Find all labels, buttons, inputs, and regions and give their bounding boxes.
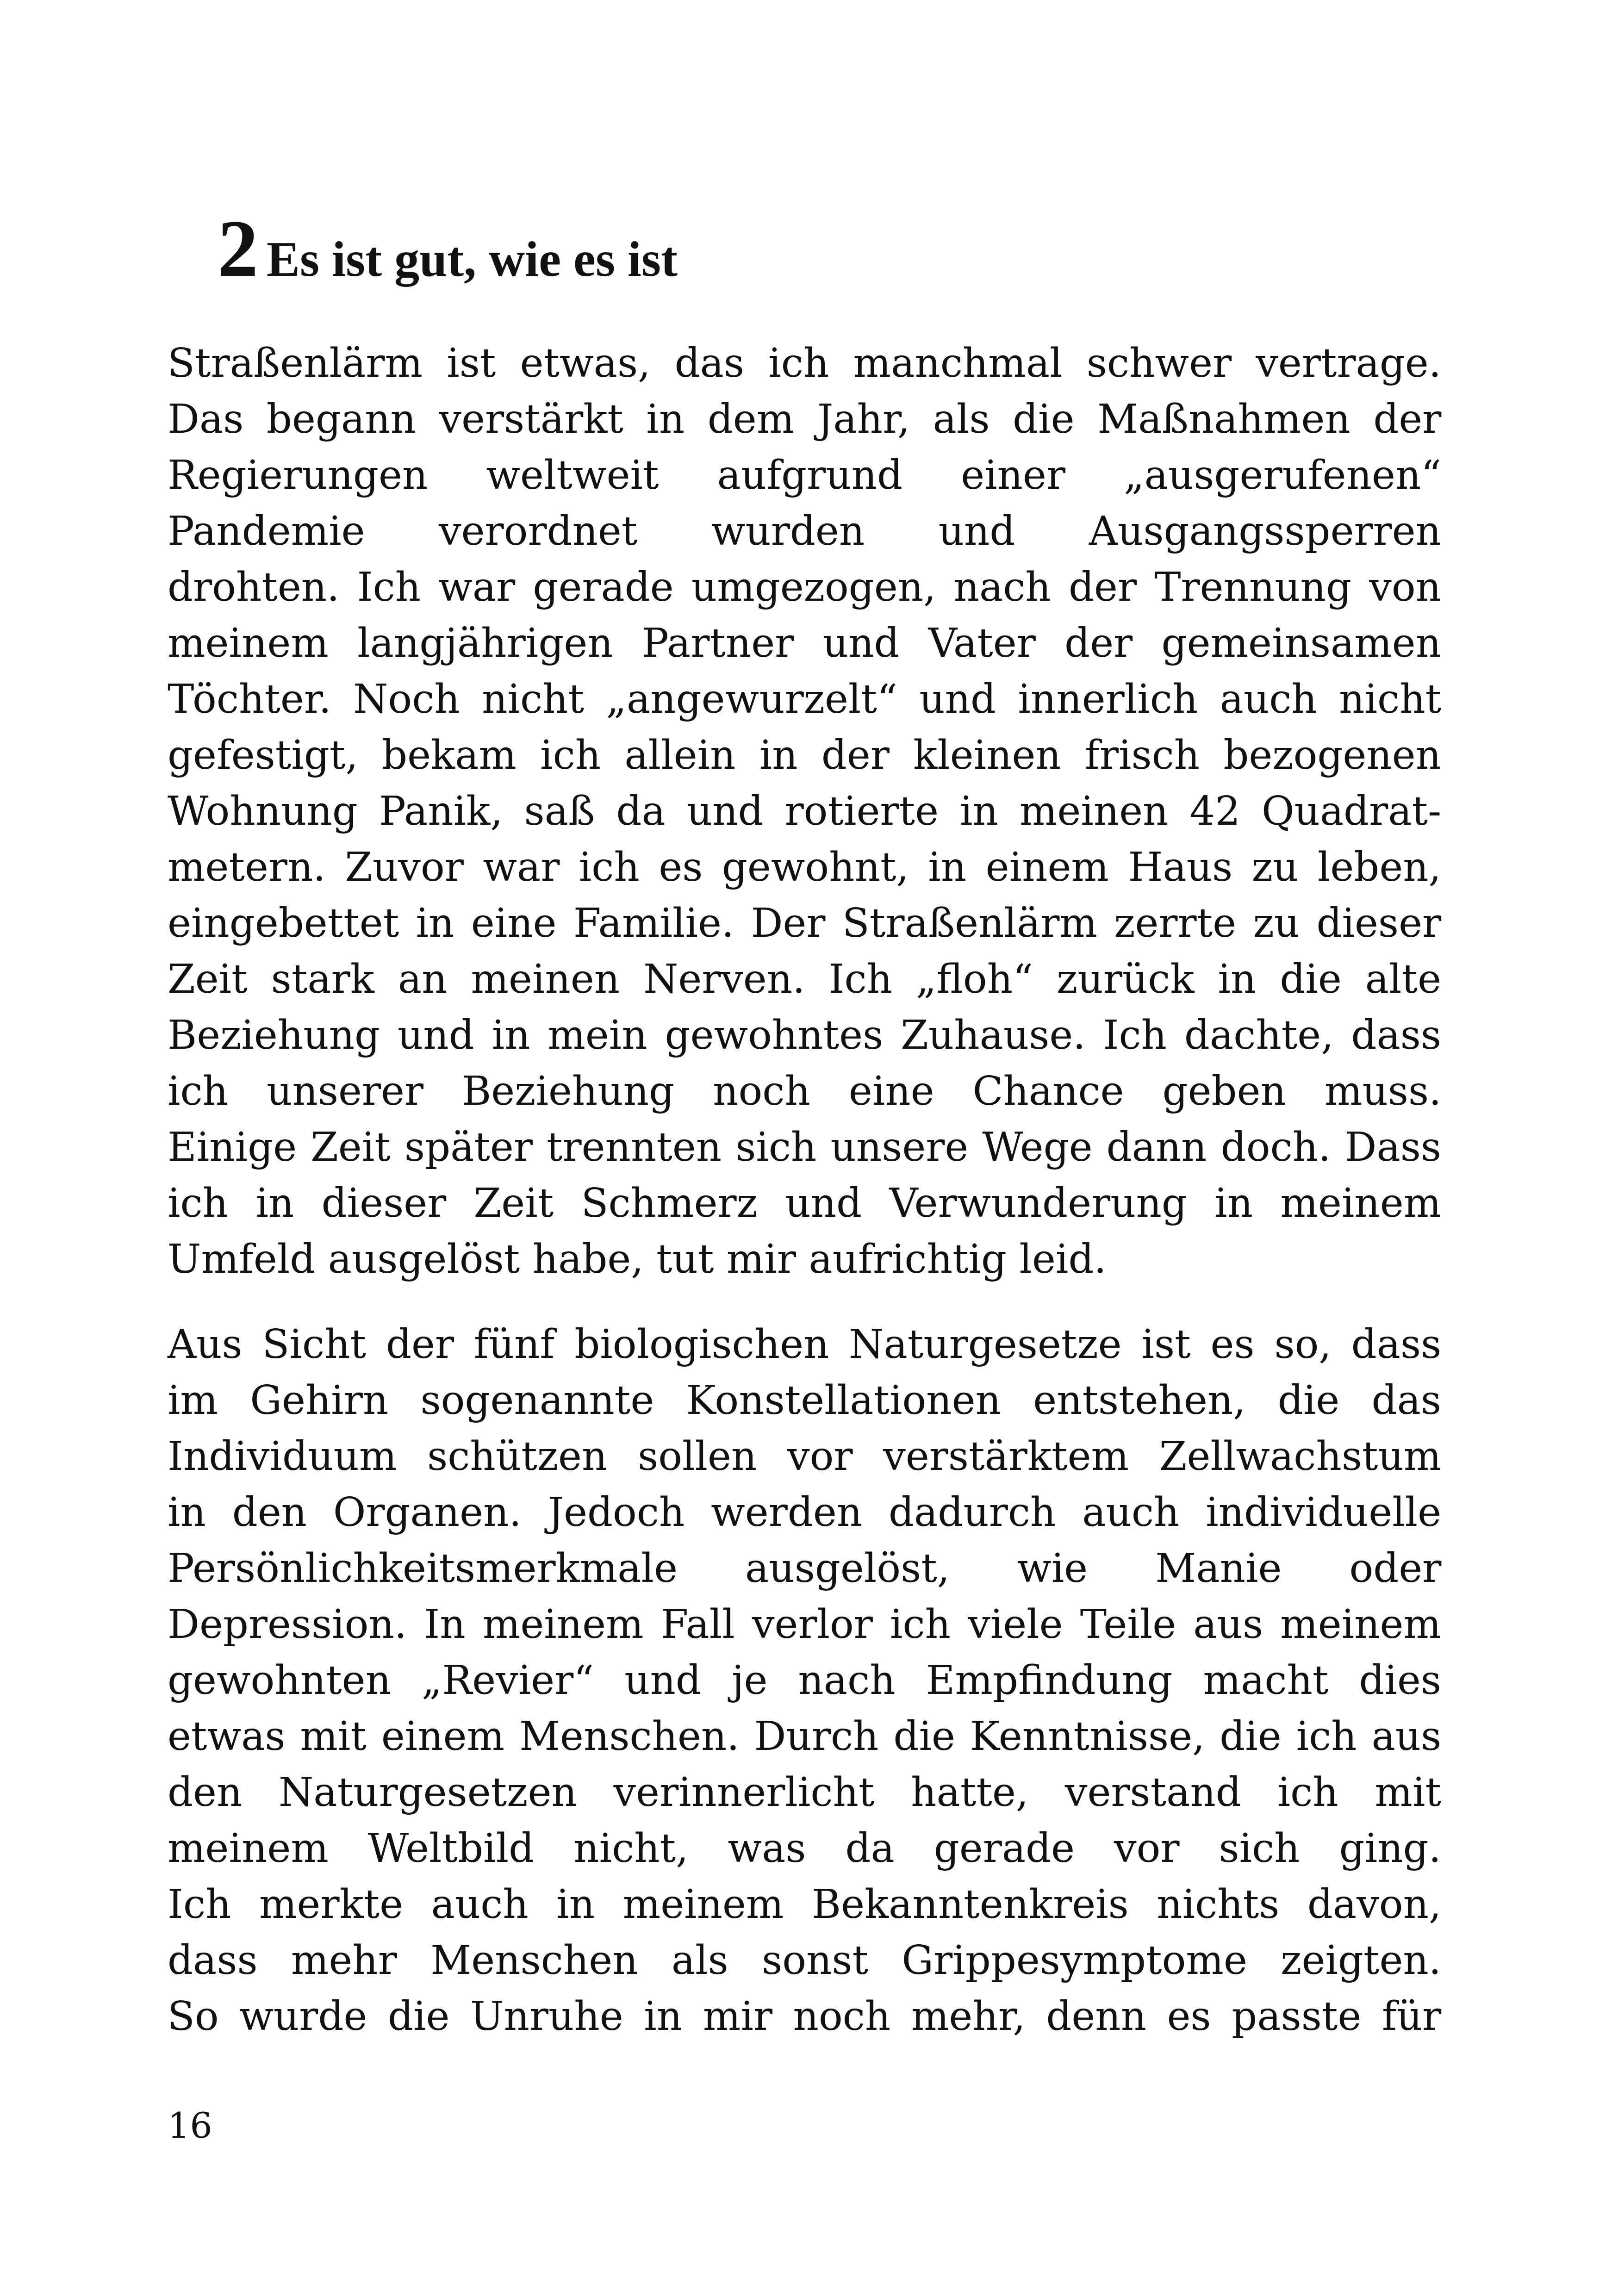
paragraph-1 [168,336,1441,1288]
text-line: Depression. In meinem Fall verlor ich viele Teile aus meinem [168,1601,1441,1648]
text-line: Einige Zeit später trennten sich unsere Wege dann doch. Dass [168,1124,1441,1170]
text-line: drohten. Ich war gerade umgezogen, nach der Trennung von [168,564,1441,610]
text-line: Zeit stark an meinen Nerven. Ich „floh“ zurück in die alte [168,956,1441,1002]
chapter-heading [218,204,678,294]
text-line: Töchter. Noch nicht „angewurzelt“ und innerlich auch nicht [168,676,1442,722]
text-line: im Gehirn sogenannte Konstellationen entstehen, die das [168,1377,1441,1424]
text-line: Regierungen weltweit aufgrund einer „ausgerufenen“ [168,452,1442,498]
text-line: ich unserer Beziehung noch eine Chance geben muss. [168,1068,1442,1114]
chapter-number: 2 [218,204,258,294]
text-line: Beziehung und in mein gewohntes Zuhause. Ich dachte, dass [168,1012,1441,1058]
chapter-title: Es ist gut, wie es ist [267,232,678,287]
text-line: etwas mit einem Menschen. Durch die Kenntnisse, die ich aus [168,1713,1442,1760]
text-line: Das begann verstärkt in dem Jahr, als die Maßnahmen der [168,396,1442,442]
text-line: gefestigt, bekam ich allein in der kleinen frisch bezogenen [168,732,1441,778]
page-number: 16 [168,2105,212,2146]
text-line: So wurde die Unruhe in mir noch mehr, denn es passte für [168,1993,1442,2040]
text-line: meinem Weltbild nicht, was da gerade vor sich ging. [168,1825,1441,1872]
text-line: Ich merkte auch in meinem Bekanntenkreis nichts davon, [168,1881,1442,1928]
paragraph-2 [168,1317,1441,2045]
text-line: Aus Sicht der fünf biologischen Naturgesetze ist es so, dass [168,1321,1442,1368]
text-line: metern. Zuvor war ich es gewohnt, in einem Haus zu leben, [168,844,1441,890]
text-line: in den Organen. Jedoch werden dadurch auch individuelle [168,1489,1441,1536]
text-line: ich in dieser Zeit Schmerz und Verwunderung in meinem [168,1180,1442,1226]
text-line: Straßenlärm ist etwas, das ich manchmal schwer vertrage. [168,340,1442,386]
text-line: Wohnung Panik, saß da und rotierte in meinen 42 Quadrat- [168,788,1442,834]
text-line: gewohnten „Revier“ und je nach Empfindung macht dies [168,1657,1441,1704]
text-line: den Naturgesetzen verinnerlicht hatte, verstand ich mit [168,1769,1441,1816]
text-line: Umfeld ausgelöst habe, tut mir aufrichtig leid. [168,1236,1107,1282]
text-line: meinem langjährigen Partner und Vater der gemeinsamen [168,620,1442,666]
text-line: dass mehr Menschen als sonst Grippesymptome zeigten. [168,1937,1442,1984]
text-line: Pandemie verordnet wurden und Ausgangssperren [168,508,1441,554]
text-line: Individuum schützen sollen vor verstärktem Zellwachstum [168,1433,1442,1480]
text-line: Persönlichkeitsmerkmale ausgelöst, wie Manie oder [168,1545,1442,1592]
text-line: eingebettet in eine Familie. Der Straßenlärm zerrte zu dieser [168,900,1442,946]
